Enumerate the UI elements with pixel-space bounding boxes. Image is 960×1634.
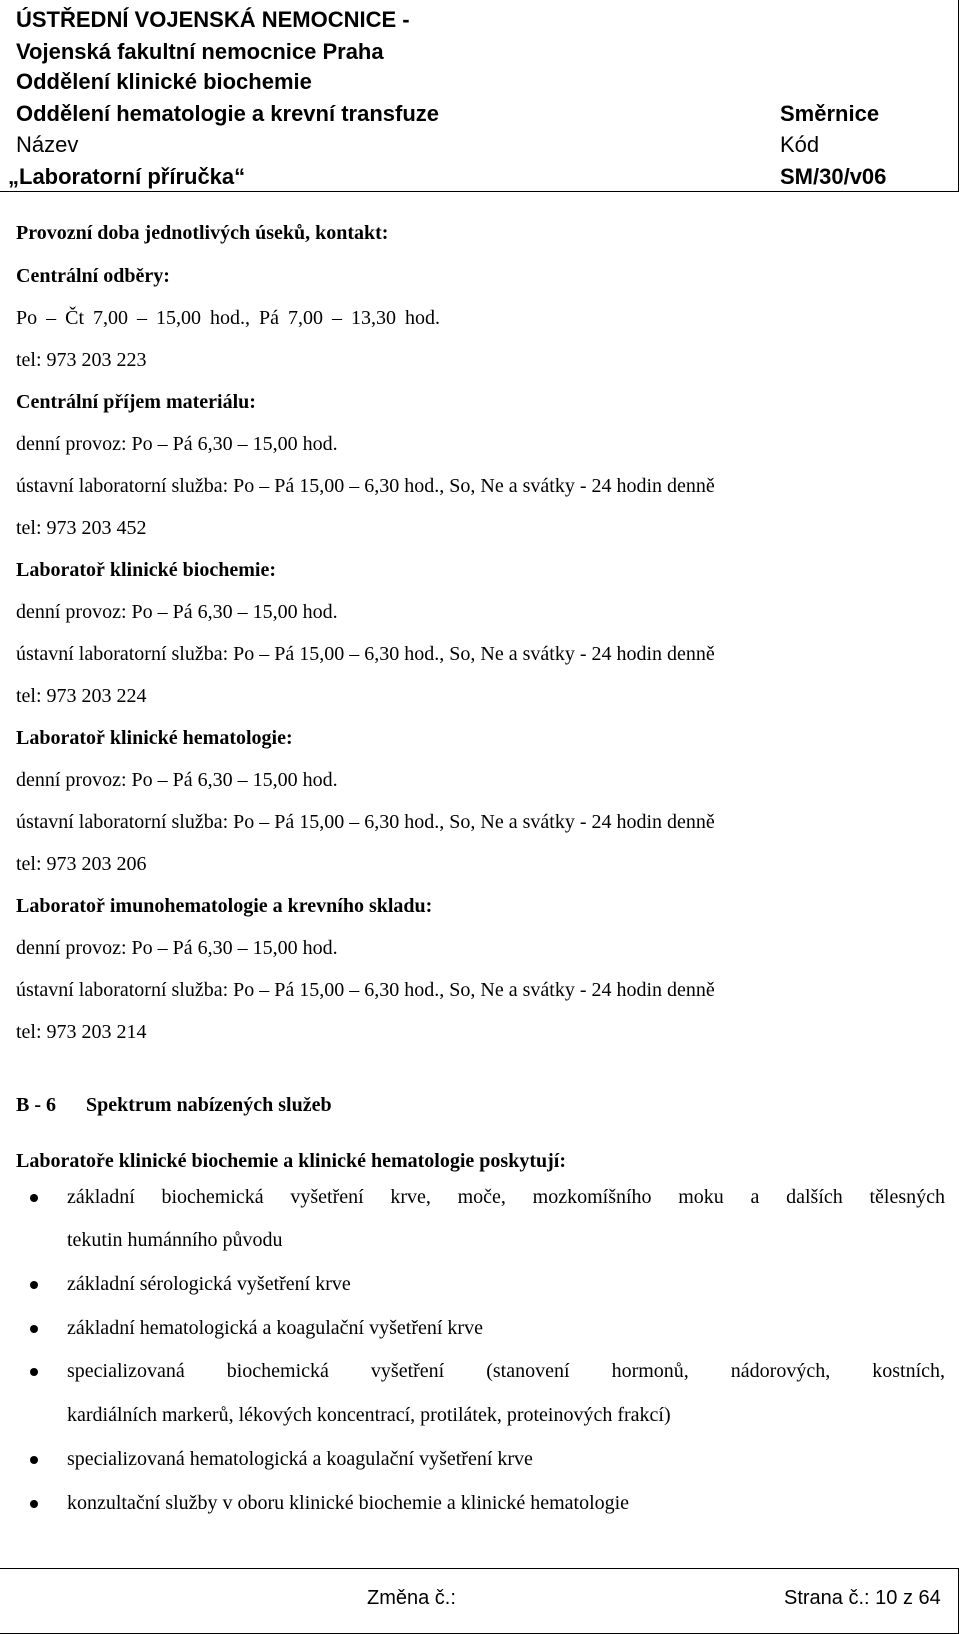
phone-line: tel: 973 203 224 <box>16 685 147 707</box>
phone-line: tel: 973 203 223 <box>16 349 147 371</box>
document-header <box>0 0 959 192</box>
section-title: Laboratoř klinické hematologie: <box>16 727 293 749</box>
section-heading: Spektrum nabízených služeb <box>86 1094 332 1116</box>
bullet-icon <box>30 1456 38 1464</box>
hours-line: ústavní laboratorní služba: Po – Pá 15,00 – 6,30 hod., So, Ne a svátky - 24 hodin denně <box>16 475 715 497</box>
list-item: specializovaná hematologická a koagulační vyšetření krve <box>67 1448 533 1470</box>
document-type: Směrnice <box>780 101 880 126</box>
list-item: základní sérologická vyšetření krve <box>67 1273 351 1295</box>
phone-line: tel: 973 203 452 <box>16 517 147 539</box>
document-code: SM/30/v06 <box>780 164 887 189</box>
services-intro: Laboratoře klinické biochemie a klinické hematologie poskytují: <box>16 1150 566 1172</box>
document-footer <box>0 1568 959 1634</box>
list-item: specializovaná biochemická vyšetření (stanovení hormonů, nádorových, kostních, <box>67 1360 945 1382</box>
list-item-continuation: tekutin humánního původu <box>67 1229 283 1251</box>
org-name-line1: ÚSTŘEDNÍ VOJENSKÁ NEMOCNICE - <box>16 7 410 32</box>
department-line2: Oddělení hematologie a krevní transfuze <box>16 101 439 126</box>
code-label: Kód <box>780 132 820 157</box>
section-title: Centrální odběry: <box>16 265 170 287</box>
opening-hours-heading: Provozní doba jednotlivých úseků, kontakt: <box>16 222 389 244</box>
name-label: Název <box>16 132 79 157</box>
document-name: „Laboratorní příručka“ <box>8 164 246 189</box>
hours-line: denní provoz: Po – Pá 6,30 – 15,00 hod. <box>16 769 338 791</box>
hours-line: denní provoz: Po – Pá 6,30 – 15,00 hod. <box>16 937 338 959</box>
list-item: konzultační služby v oboru klinické biochemie a klinické hematologie <box>67 1492 630 1514</box>
phone-line: tel: 973 203 206 <box>16 853 147 875</box>
section-title: Laboratoř imunohematologie a krevního skladu: <box>16 895 433 917</box>
list-item-continuation: kardiálních markerů, lékových koncentrací, protilátek, proteinových frakcí) <box>67 1404 671 1426</box>
hours-line: denní provoz: Po – Pá 6,30 – 15,00 hod. <box>16 433 338 455</box>
list-item: základní hematologická a koagulační vyšetření krve <box>67 1317 483 1339</box>
change-number-label: Změna č.: <box>367 1587 456 1609</box>
section-title: Centrální příjem materiálu: <box>16 391 256 413</box>
bullet-icon <box>30 1368 38 1376</box>
bullet-icon <box>30 1325 38 1333</box>
section-title: Laboratoř klinické biochemie: <box>16 559 276 581</box>
list-item: základní biochemická vyšetření krve, moče, mozkomíšního moku a dalších tělesných <box>67 1186 945 1208</box>
page-number: Strana č.: 10 z 64 <box>784 1587 941 1609</box>
hours-line: denní provoz: Po – Pá 6,30 – 15,00 hod. <box>16 601 338 623</box>
hours-line: ústavní laboratorní služba: Po – Pá 15,00 – 6,30 hod., So, Ne a svátky - 24 hodin denně <box>16 811 715 833</box>
bullet-icon <box>30 1500 38 1508</box>
department-line1: Oddělení klinické biochemie <box>16 69 312 94</box>
phone-line: tel: 973 203 214 <box>16 1021 147 1043</box>
bullet-icon <box>30 1281 38 1289</box>
hours-line: ústavní laboratorní služba: Po – Pá 15,00 – 6,30 hod., So, Ne a svátky - 24 hodin denně <box>16 643 715 665</box>
hours-line: Po – Čt 7,00 – 15,00 hod., Pá 7,00 – 13,30 hod. <box>16 307 441 329</box>
org-name-line2: Vojenská fakultní nemocnice Praha <box>16 39 384 64</box>
hours-line: ústavní laboratorní služba: Po – Pá 15,00 – 6,30 hod., So, Ne a svátky - 24 hodin denně <box>16 979 715 1001</box>
bullet-icon <box>30 1194 38 1202</box>
section-number: B - 6 <box>16 1094 56 1116</box>
